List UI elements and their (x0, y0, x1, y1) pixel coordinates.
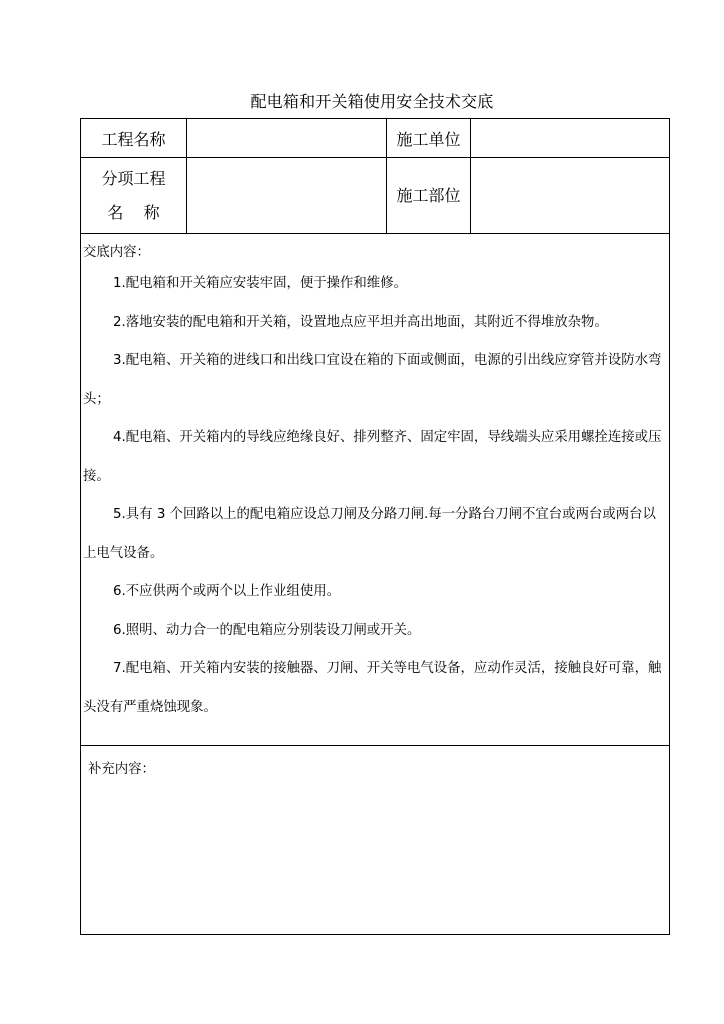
content-items (81, 265, 669, 727)
safety-briefing-form (80, 118, 670, 935)
supplement-row (81, 746, 670, 935)
construction-unit-field[interactable] (471, 119, 670, 158)
supplement-section[interactable] (81, 746, 670, 935)
content-item: 2.落地安装的配电箱和开关箱，设置地点应平坦并高出地面，其附近不得堆放杂物。 (113, 314, 608, 330)
construction-part-field[interactable] (471, 158, 670, 234)
construction-part-label: 施工部位 (387, 158, 471, 234)
content-item: 3.配电箱、开关箱的进线口和出线口宜设在箱的下面或侧面，电源的引出线应穿管并设防水弯头； (83, 353, 662, 407)
project-name-field[interactable] (187, 119, 387, 158)
project-name-label: 工程名称 (81, 119, 187, 158)
sub-project-label-line2: 名 称 (107, 202, 160, 222)
construction-unit-label: 施工单位 (387, 119, 471, 158)
content-heading: 交底内容： (83, 245, 150, 260)
content-item: 5.具有 3 个回路以上的配电箱应设总刀闸及分路刀闸.每一分路台刀闸不宜台或两台或两台以上电气设备。 (83, 507, 656, 561)
content-row (81, 234, 670, 746)
supplement-heading: 补充内容： (88, 762, 155, 777)
content-item: 6.不应供两个或两个以上作业组使用。 (113, 584, 341, 599)
content-item: 7.配电箱、开关箱内安装的接触器、刀闸、开关等电气设备，应动作灵活，接触良好可靠，触头没有严重烧蚀现象。 (83, 661, 662, 715)
header-row-2 (81, 158, 670, 234)
document-title: 配电箱和开关箱使用安全技术交底 (250, 92, 494, 111)
sub-project-label-line1: 分项工程 (101, 168, 166, 188)
content-item: 4.配电箱、开关箱内的导线应绝缘良好、排列整齐、固定牢固，导线端头应采用螺拴连接或压接。 (83, 430, 662, 484)
sub-project-field[interactable] (187, 158, 387, 234)
content-item: 6.照明、动力合一的配电箱应分别装设刀闸或开关。 (113, 622, 421, 638)
briefing-content (81, 234, 670, 746)
header-row-1 (81, 119, 670, 158)
content-item: 1.配电箱和开关箱应安装牢固，便于操作和维修。 (113, 276, 407, 291)
sub-project-label (81, 158, 187, 234)
